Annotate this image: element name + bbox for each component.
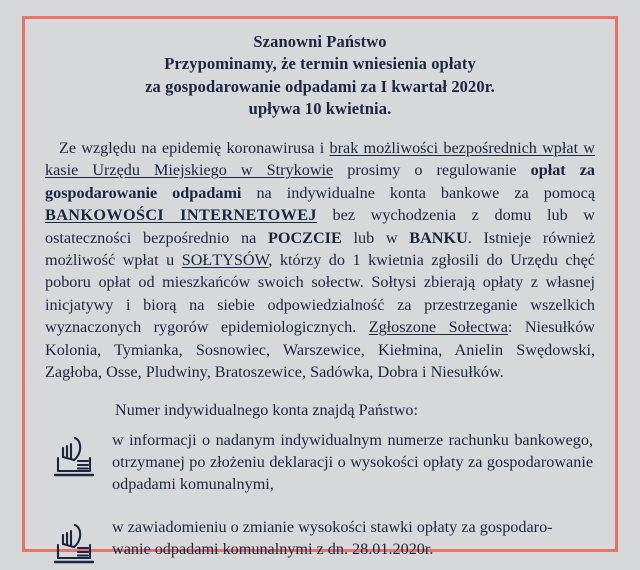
notice-inner	[25, 19, 615, 568]
info-source-row-2	[43, 516, 597, 568]
info-source-text-2-line-2: wanie odpadami komunalnymi z dn. 28.01.2020r.	[112, 540, 434, 559]
info-source-text-2	[112, 516, 597, 561]
body-segment-5: na indywidualne konta bankowe za pomocą	[241, 183, 596, 202]
body-segment-7: bez wychodzenia z domu lub w ostateczności bezpośrednio na	[45, 206, 596, 247]
heading-line-1: Szanowni Państwo	[253, 32, 387, 51]
heading-line-4: upływa 10 kwietnia.	[248, 99, 392, 119]
body-segment-underline-payment-office: brak możliwości bezpośrednich wpłat w kasie Urzędu Miejskiego w Strykowie	[45, 138, 595, 180]
body-segment-1: Ze względu na epidemię koronawirusa i	[59, 138, 330, 157]
body-segment-15: : Niesułków Kolonia, Tymianka, Sosnowiec, Warszewice, Kiełmina, Anielin Swędowski, Zagłoba, Osse, Pludwiny, Bratoszewice, Sadówka, Dobra i Niesułków.	[45, 318, 595, 382]
body-paragraph	[43, 137, 597, 384]
body-segment-13: , którzy do 1 kwietnia zgłosili do Urzędu chęć poboru opłat od mieszkańców swoich sołectw. Sołtysi zbierają opłaty z własnej inicjatywy i biorą na siebie odpowiedzialność za przestrzeganie wszelkich wyznaczonych rygorów epidemiologicznych.	[45, 250, 595, 337]
notice-heading	[43, 29, 597, 121]
account-number-lead-in: Numer indywidualnego konta znajdą Państwo:	[115, 400, 419, 419]
body-segment-bold-post-office: POCZCIE	[268, 228, 342, 247]
body-segment-bold-bank: BANKU	[409, 228, 468, 247]
body-segment-bold-underline-internet-banking: BANKOWOŚCI INTERNETOWEJ	[45, 206, 317, 225]
info-source-text-2-line-1: w zawiadomieniu o zmianie wysokości stawki opłaty za gospodaro-	[112, 517, 553, 536]
body-segment-underline-reported-villages: Zgłoszone Sołectwa	[368, 318, 508, 337]
notice-frame	[22, 16, 618, 559]
info-source-text-1: w informacji o nadanym indywidualnym numerze rachunku bankowego, otrzymanej po złożeniu deklaracji o wysokości opłaty za gospodarowanie odpadami komunalnymi,	[112, 430, 593, 494]
info-source-row-1	[43, 429, 597, 496]
heading-line-2: Przypominamy, że termin wniesienia opłaty	[164, 54, 476, 74]
heading-line-3: za gospodarowanie odpadami za I kwartał 2020r.	[145, 76, 495, 96]
body-segment-11: . Istnieje również możliwość wpłat u	[45, 228, 596, 269]
body-segment-9: lub w	[341, 228, 410, 247]
hand-document-icon	[43, 429, 112, 481]
body-segment-underline-soltysow: SOŁTYSÓW	[181, 250, 269, 269]
hand-document-icon	[43, 516, 112, 568]
body-segment-3: prosimy o regulowanie	[333, 161, 531, 180]
body-segment-bold-waste-fees: opłat za gospodarowanie odpadami	[45, 161, 596, 202]
